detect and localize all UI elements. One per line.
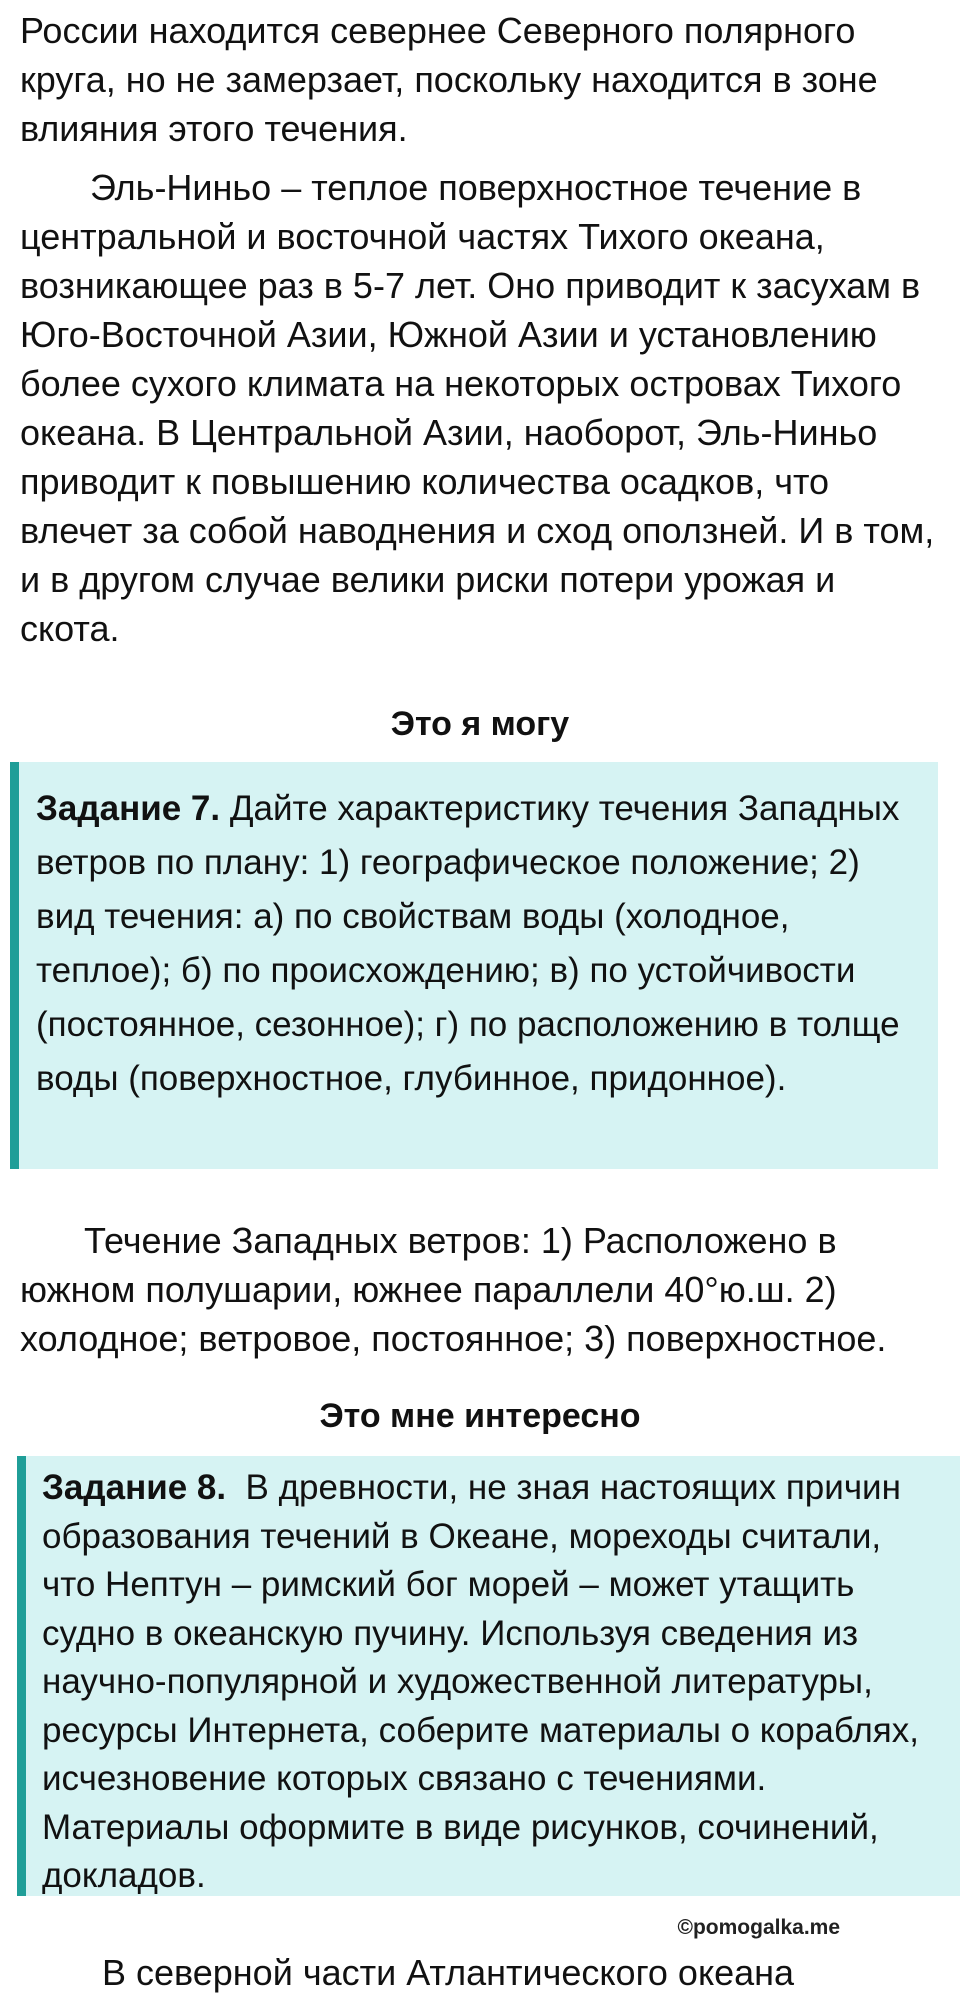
task-7-label: Задание 7. bbox=[36, 789, 221, 828]
answer-7-paragraph: Течение Западных ветров: 1) Расположено в южном полушарии, южнее параллели 40°ю.ш. 2) холодное; ветровое, постоянное; 3) поверхностное. bbox=[20, 1220, 887, 1359]
task-8-text bbox=[42, 1464, 940, 1901]
intro-paragraph: России находится севернее Северного полярного круга, но не замерзает, поскольку находится в зоне влияния этого течения. bbox=[20, 10, 878, 149]
bottom-paragraph: В северной части Атлантического океана bbox=[102, 1952, 795, 1993]
section-heading-i-can: Это я могу bbox=[390, 705, 570, 743]
task-7-body: Дайте характеристику течения Западных ветров по плану: 1) географическое положение; 2) вид течения: а) по свойствам воды (холодное, теплое); б) по происхождению; в) по устойчивости (постоянное, сезонное); г) по расположению в толще воды (поверхностное, глубинное, придонное). bbox=[36, 789, 900, 1098]
section-heading-interesting: Это мне интересно bbox=[319, 1397, 641, 1435]
task-7-box bbox=[10, 762, 938, 1169]
el-nino-paragraph: Эль-Ниньо – теплое поверхностное течение в центральной и восточной частях Тихого океана, возникающее раз в 5-7 лет. Оно приводит к засухам в Юго-Восточной Азии, Южной Азии и установлению более сухого климата на некоторых островах Тихого океана. В Центральной Азии, наоборот, Эль-Ниньо приводит к повышению количества осадков, что влечет за собой наводнения и сход оползней. И в том, и в другом случае велики риски потери урожая и скота. bbox=[20, 167, 935, 649]
task-7-text bbox=[36, 782, 914, 1106]
watermark: ©pomogalka.me bbox=[677, 1916, 840, 1939]
task-8-box bbox=[17, 1456, 960, 1896]
task-8-body: В древности, не зная настоящих причин образования течений в Океане, мореходы считали, что Нептун – римский бог морей – может утащить судно в океанскую пучину. Используя сведения из научно-популярной и художественной литературы, ресурсы Интернета, соберите материалы о кораблях, исчезновение которых связано с течениями. Материалы оформите в виде рисунков, сочинений, докладов. bbox=[42, 1468, 929, 1895]
task-8-label: Задание 8. bbox=[42, 1468, 227, 1507]
